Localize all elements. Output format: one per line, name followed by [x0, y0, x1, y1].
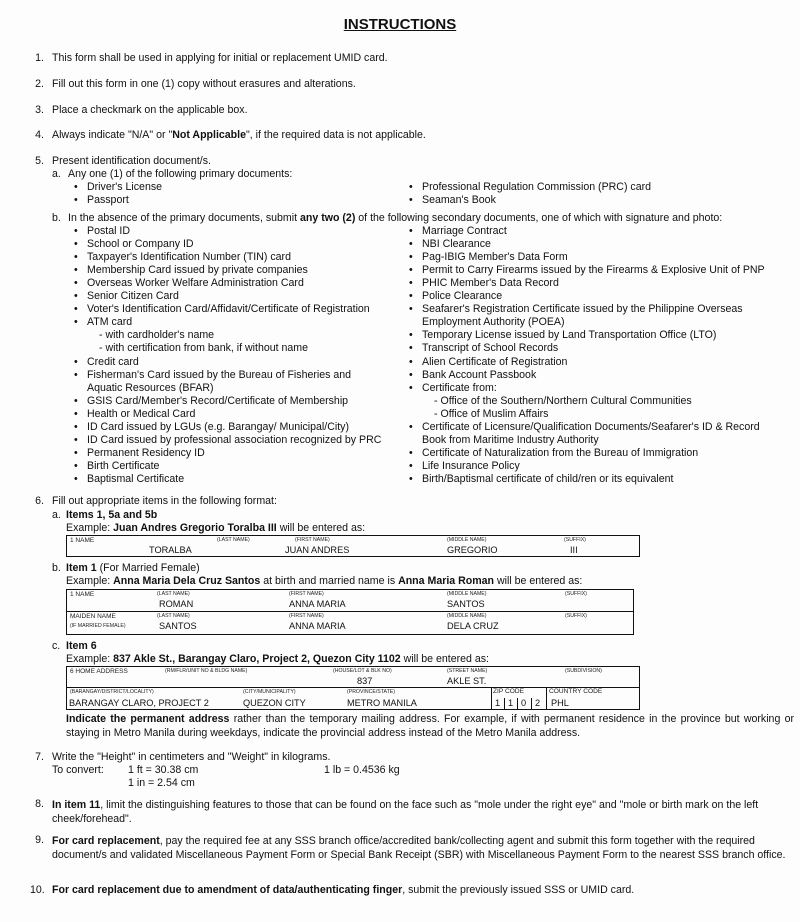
item-number: 6.: [35, 495, 44, 507]
list-item: • Pag-IBIG Member's Data Form: [422, 251, 568, 264]
list-item: • Bank Account Passbook: [422, 369, 536, 382]
list-item: • Birth/Baptismal certificate of child/ren or its equivalent: [422, 473, 673, 486]
list-item: • Baptismal Certificate: [87, 473, 184, 486]
list-item: • Permit to Carry Firearms issued by the Firearms & Explosive Unit of PNP: [422, 264, 765, 277]
col-divider: [491, 687, 492, 709]
list-item: - Office of the Southern/Northern Cultural Communities: [434, 394, 692, 407]
val-house: 837: [357, 676, 373, 686]
val-street: AKLE ST.: [447, 676, 487, 686]
hdr-middle: (MIDDLE NAME): [447, 591, 487, 597]
list-item: - Office of Muslim Affairs: [434, 407, 549, 420]
val-last: TORALBA: [149, 545, 192, 555]
hdr-suffix: (SUFFIX): [565, 591, 587, 597]
list-item: • GSIS Card/Member's Record/Certificate of Membership: [87, 395, 348, 408]
hdr-rm: (RM/FLR/UNIT NO & BLDG NAME): [165, 668, 248, 674]
list-item: • Passport: [87, 194, 129, 207]
val-province: METRO MANILA: [347, 698, 417, 708]
list-item: • Professional Regulation Commission (PRC) card: [422, 181, 651, 194]
convert-lb: 1 lb = 0.4536 kg: [324, 764, 400, 776]
hdr-first: (FIRST NAME): [295, 537, 330, 543]
hdr-last: (LAST NAME): [217, 537, 250, 543]
item-text: Write the "Height" in centimeters and "Weight" in kilograms.: [52, 751, 331, 763]
val-middle: DELA CRUZ: [447, 621, 499, 631]
list-item: • Health or Medical Card: [87, 408, 195, 421]
col-divider: [546, 687, 547, 709]
list-item: • Credit card: [87, 356, 139, 369]
item-text: Fill out this form in one (1) copy without erasures and alterations.: [52, 78, 356, 90]
val-zip-digit: 2: [535, 698, 541, 708]
hdr-first: (FIRST NAME): [289, 613, 324, 619]
item-number: 3.: [35, 104, 44, 116]
hdr-province: (PROVINCE/STATE): [347, 689, 395, 695]
val-barangay: BARANGAY CLARO, PROJECT 2: [69, 698, 209, 708]
item-text: For card replacement, pay the required fee at any SSS branch office/accredited bank/collecting agent and submit this form together with the required document/s and validated Miscellaneous Payment Form or Special Bank Receipt (SBR) with Miscellaneous Payment Form to the nearest SSS branch office.: [52, 835, 786, 861]
example-text: Example: Juan Andres Gregorio Toralba III will be entered as:: [66, 522, 366, 534]
sub-text: Any one (1) of the following primary documents:: [68, 168, 293, 180]
item-text: Fill out appropriate items in the following format:: [52, 495, 277, 507]
hdr-barangay: (BARANGAY/DISTRICT/LOCALITY): [70, 689, 154, 695]
val-first: ANNA MARIA: [289, 621, 346, 631]
zip-divider: [517, 698, 518, 709]
list-item: • PHIC Member's Data Record: [422, 277, 559, 290]
val-middle: GREGORIO: [447, 545, 498, 555]
row-divider: [67, 611, 633, 612]
item-number: 8.: [35, 798, 44, 810]
hdr-middle: (MIDDLE NAME): [447, 537, 487, 543]
val-last: SANTOS: [159, 621, 197, 631]
example-text: Example: Anna Maria Dela Cruz Santos at birth and married name is Anna Maria Roman will be entered as:: [66, 575, 583, 587]
list-item: • Police Clearance: [422, 290, 502, 303]
hdr-house: (HOUSE/LOT & BLK NO): [333, 668, 392, 674]
list-item: • Seaman's Book: [422, 194, 496, 207]
item-text: In item 11, limit the distinguishing features to those that can be found on the face such as "mole under the right eye" and "mole or birth mark on the left cheek/forehead".: [52, 799, 759, 825]
val-zip-digit: 0: [521, 698, 527, 708]
list-item: • Seafarer's Registration Certificate issued by the Philippine Overseas: [422, 303, 743, 316]
list-item: • School or Company ID: [87, 238, 194, 251]
row-label: MAIDEN NAME: [70, 613, 116, 620]
item-number: 2.: [35, 78, 44, 90]
list-item: • Life Insurance Policy: [422, 460, 520, 473]
list-item: • Permanent Residency ID: [87, 447, 205, 460]
sub-label: c.: [52, 640, 61, 652]
list-item: • Postal ID: [87, 225, 130, 238]
list-item: Employment Authority (POEA): [422, 316, 565, 329]
sub-label: a.: [52, 168, 61, 180]
list-item: • Driver's License: [87, 181, 162, 194]
hdr-country: COUNTRY CODE: [549, 688, 603, 695]
val-zip-digit: 1: [495, 698, 501, 708]
list-item: Book from Maritime Industry Authority: [422, 433, 599, 446]
item-text: Place a checkmark on the applicable box.: [52, 104, 248, 116]
sub-title: Item 1 (For Married Female): [66, 562, 200, 574]
val-city: QUEZON CITY: [243, 698, 306, 708]
list-item: • Voter's Identification Card/Affidavit/Certificate of Registration: [87, 303, 370, 316]
val-first: JUAN ANDRES: [285, 545, 350, 555]
convert-label: To convert:: [52, 764, 104, 776]
list-item: - with cardholder's name: [99, 329, 215, 342]
row-sublabel: (IF MARRIED FEMALE): [70, 623, 126, 629]
item-text: Present identification document/s.: [52, 155, 211, 167]
item-number: 5.: [35, 155, 44, 167]
list-item: • Transcript of School Records: [422, 342, 558, 355]
item-text: For card replacement due to amendment of data/authenticating finger, submit the previously issued SSS or UMID card.: [52, 884, 635, 896]
list-item: • NBI Clearance: [422, 238, 491, 251]
sub-label: b.: [52, 562, 61, 574]
example-text: Example: 837 Akle St., Barangay Claro, Project 2, Quezon City 1102 will be entered as:: [66, 653, 489, 665]
hdr-first: (FIRST NAME): [289, 591, 324, 597]
val-first: ANNA MARIA: [289, 599, 346, 609]
list-item: Aquatic Resources (BFAR): [87, 381, 214, 394]
list-item: • ID Card issued by LGUs (e.g. Barangay/ Municipal/City): [87, 421, 349, 434]
hdr-middle: (MIDDLE NAME): [447, 613, 487, 619]
sub-title: Items 1, 5a and 5b: [66, 509, 158, 521]
list-item: • Temporary License issued by Land Transportation Office (LTO): [422, 329, 716, 342]
sub-label: b.: [52, 212, 61, 224]
maiden-name-form-example: [66, 589, 634, 635]
row-label: 1 NAME: [70, 591, 95, 598]
hdr-suffix: (SUFFIX): [565, 613, 587, 619]
val-last: ROMAN: [159, 599, 194, 609]
sub-text: In the absence of the primary documents, submit any two (2) of the following secondary documents, one of which with signature and photo:: [68, 212, 723, 224]
row-label: 6 HOME ADDRESS: [70, 668, 128, 675]
list-item: • Overseas Worker Welfare Administration Card: [87, 277, 304, 290]
item-text: This form shall be used in applying for initial or replacement UMID card.: [52, 52, 388, 64]
list-item: - with certification from bank, if without name: [99, 342, 309, 355]
hdr-subdivision: (SUBDIVISION): [565, 668, 602, 674]
list-item: • Marriage Contract: [422, 225, 507, 238]
list-item: • Senior Citizen Card: [87, 290, 179, 303]
list-item: • ID Card issued by professional association recognized by PRC: [87, 434, 381, 447]
address-form-example: [66, 666, 640, 710]
row-label: 1 NAME: [70, 537, 95, 544]
item-text: Always indicate "N/A" or "Not Applicable", if the required data is not applicable.: [52, 129, 426, 141]
item-number: 7.: [35, 751, 44, 763]
hdr-suffix: (SUFFIX): [564, 537, 586, 543]
convert-in: 1 in = 2.54 cm: [128, 777, 195, 789]
list-item: • Certificate from:: [422, 382, 497, 395]
list-item: • Certificate of Licensure/Qualification Documents/Seafarer's ID & Record: [422, 421, 760, 434]
sub-title: Item 6: [66, 640, 97, 652]
list-item: • Taxpayer's Identification Number (TIN) card: [87, 251, 291, 264]
convert-ft: 1 ft = 30.38 cm: [128, 764, 199, 776]
item-number: 10.: [30, 884, 45, 896]
val-zip-digit: 1: [508, 698, 514, 708]
zip-divider: [531, 698, 532, 709]
list-item: • Birth Certificate: [87, 460, 159, 473]
hdr-last: (LAST NAME): [157, 613, 190, 619]
hdr-last: (LAST NAME): [157, 591, 190, 597]
zip-divider: [504, 698, 505, 709]
item-number: 4.: [35, 129, 44, 141]
val-middle: SANTOS: [447, 599, 485, 609]
hdr-street: (STREET NAME): [447, 668, 488, 674]
list-item: • ATM card: [87, 316, 132, 329]
item-number: 1.: [35, 52, 44, 64]
page-title: INSTRUCTIONS: [343, 16, 457, 33]
list-item: • Fisherman's Card issued by the Bureau of Fisheries and: [87, 369, 351, 382]
item-number: 9.: [35, 834, 44, 846]
list-item: • Alien Certificate of Registration: [422, 356, 567, 369]
list-item: • Membership Card issued by private companies: [87, 264, 308, 277]
hdr-zip: ZIP CODE: [493, 688, 525, 695]
hdr-city: (CITY/MUNICIPALITY): [243, 689, 296, 695]
address-note: Indicate the permanent address rather than the temporary mailing address. For example, if with permanent residence in the province but working or staying in Metro Manila during weekdays, indicate the provincial address instead of the Metro Manila address.: [66, 713, 794, 739]
name-form-example: [66, 535, 640, 557]
val-country: PHL: [551, 698, 569, 708]
list-item: • Certificate of Naturalization from the Bureau of Immigration: [422, 447, 698, 460]
val-suffix: III: [570, 545, 578, 555]
sub-label: a.: [52, 509, 61, 521]
